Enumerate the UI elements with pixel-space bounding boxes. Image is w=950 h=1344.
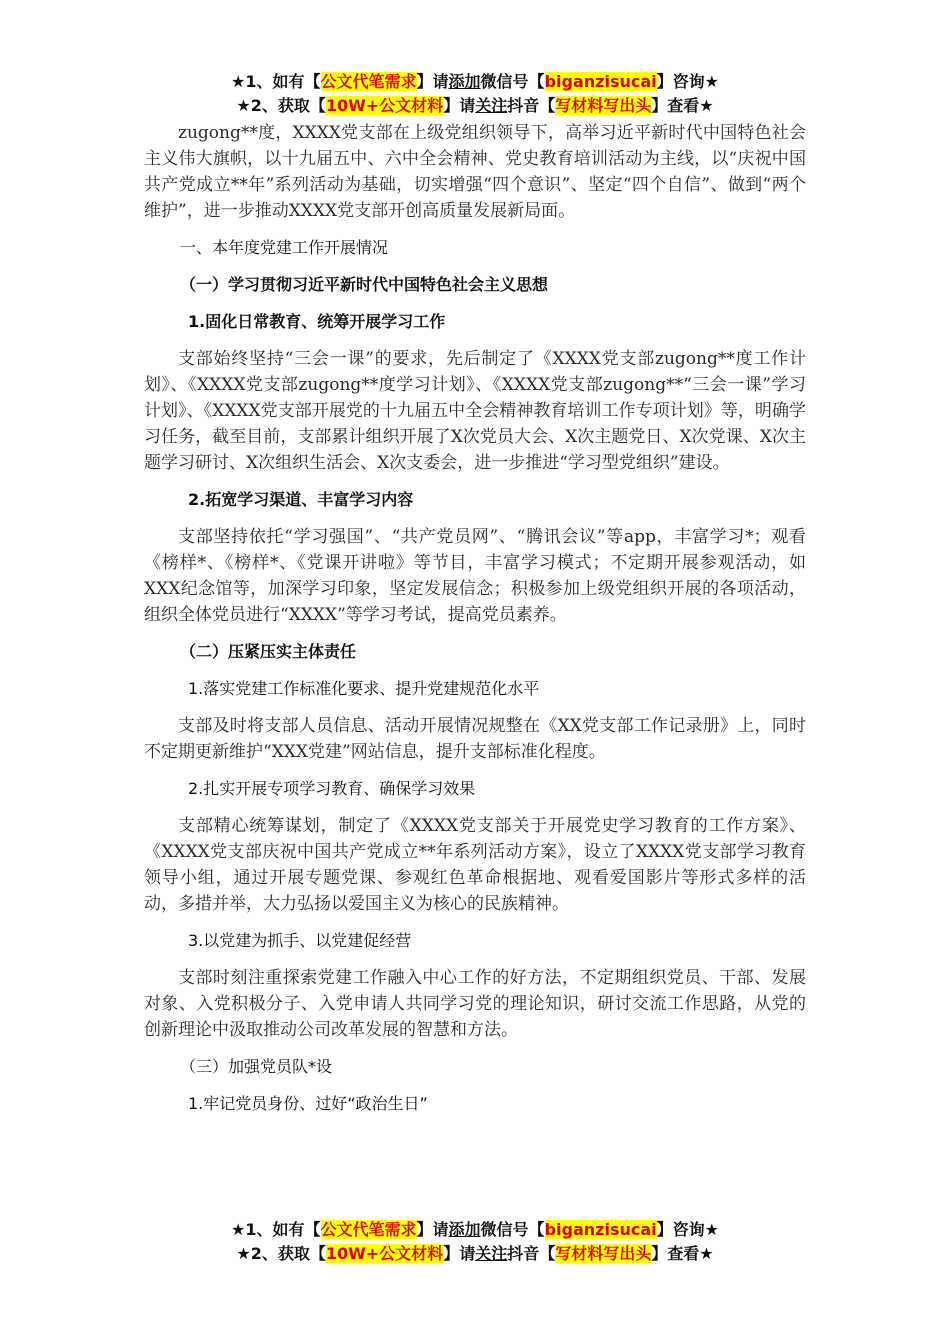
document-body [144, 120, 806, 1117]
section-1-1-heading: 1.固化日常教育、统筹开展学习工作 [188, 312, 446, 331]
footer-banner-line-1: ★1、如有【公文代笔需求】请添加微信号【biganzisucai】咨询★ [231, 1220, 719, 1239]
banner-line-2: ★2、获取【10W+公文材料】请关注抖音【写材料写出头】查看★ [236, 96, 714, 115]
section-2-1-heading: 1.落实党建工作标准化要求、提升党建规范化水平 [188, 679, 540, 698]
footer-banner-line-2: ★2、获取【10W+公文材料】请关注抖音【写材料写出头】查看★ [236, 1244, 714, 1263]
highlight-ghostwriting: 公文代笔需求 [320, 72, 417, 91]
section-3-1-heading: 1.牢记党员身份、过好“政治生日” [188, 1094, 428, 1113]
highlight-douyin: 写材料写出头 [555, 96, 652, 115]
section-2-2-paragraph: 支部精心统筹谋划，制定了《XXXX党支部关于开展党史学习教育的工作方案》、《XXXX党支部庆祝中国共产党成立**年系列活动方案》，设立了XXXX党支部学习教育领导小组，通过开展专题党课、参观红色革命根据地、观看爱国影片等形式多样的活动，多措并举，大力弘扬以爱国主义为核心的民族精神。 [144, 816, 806, 914]
banner-line-1: ★1、如有【公文代笔需求】请添加微信号【biganzisucai】咨询★ [231, 72, 719, 91]
section-2-3-paragraph: 支部时刻注重探索党建工作融入中心工作的好方法，不定期组织党员、干部、发展对象、入党积极分子、入党申请人共同学习党的理论知识，研讨交流工作思路，从党的创新理论中汲取推动公司改革发展的智慧和方法。 [144, 968, 806, 1040]
intro-paragraph: zugong**度，XXXX党支部在上级党组织领导下，高举习近平新时代中国特色社会主义伟大旗帜，以十九届五中、六中全会精神、党史教育培训活动为主线，以“庆祝中国共产党成立**年”系列活动为基础，切实增强“四个意识”、坚定“四个自信”、做到“两个维护”，进一步推动XXXX党支部开创高质量发展新局面。 [144, 123, 806, 221]
section-1-2-heading: 2.拓宽学习渠道、丰富学习内容 [188, 490, 414, 509]
highlight-wechat-id: biganzisucai [544, 72, 657, 91]
heading-1: 一、本年度党建工作开展情况 [180, 238, 389, 257]
section-2-2-heading: 2.扎实开展专项学习教育、确保学习效果 [188, 779, 476, 798]
section-1-1-paragraph: 支部始终坚持“三会一课”的要求，先后制定了《XXXX党支部zugong**度工作计划》、《XXXX党支部zugong**度学习计划》、《XXXX党支部zugong**“三会一课”学习计划》、《XXXX党支部开展党的十九届五中全会精神教育培训工作专项计划》等，明确学习任务，截至目前，支部累计组织开展了X次党员大会、X次主题党日、X次党课、X次主题学习研讨、X次组织生活会、X次支委会，进一步推进“学习型党组织”建设。 [144, 349, 806, 473]
section-1-heading: （一）学习贯彻习近平新时代中国特色社会主义思想 [180, 275, 549, 294]
highlight-materials: 10W+公文材料 [325, 96, 444, 115]
section-2-heading: （二）压紧压实主体责任 [180, 642, 357, 661]
section-1-2-paragraph: 支部坚持依托“学习强国”、“共产党员网”、“腾讯会议”等app，丰富学习*；观看《榜样*、《榜样*、《党课开讲啦》等节目，丰富学习模式；不定期开展参观活动，如XXX纪念馆等，加深学习印象，坚定发展信念；积极参加上级党组织开展的各项活动，组织全体党员进行“XXXX”等学习考试，提高党员素养。 [144, 527, 806, 625]
section-2-1-paragraph: 支部及时将支部人员信息、活动开展情况规整在《XX党支部工作记录册》上，同时不定期更新维护“XXX党建”网站信息，提升支部标准化程度。 [144, 716, 806, 762]
section-2-3-heading: 3.以党建为抓手、以党建促经营 [188, 931, 412, 950]
section-3-heading: （三）加强党员队*设 [180, 1057, 333, 1076]
